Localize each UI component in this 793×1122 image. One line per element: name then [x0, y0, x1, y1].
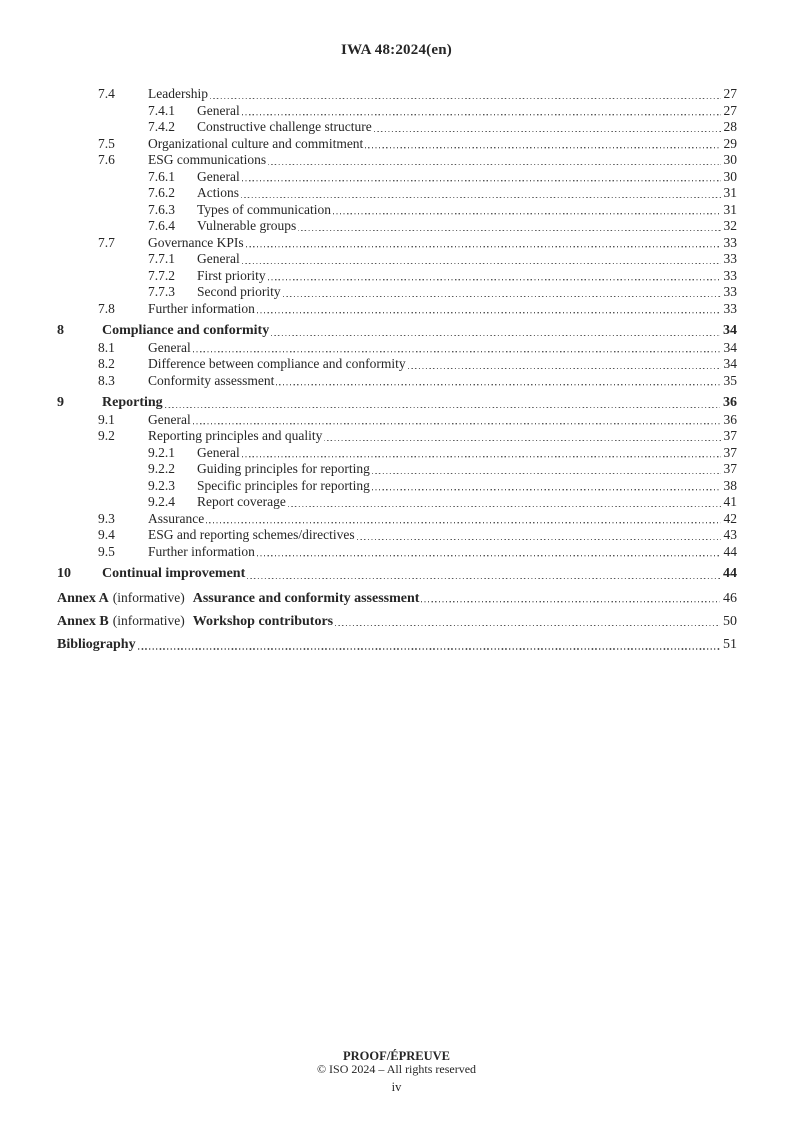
clause-number: 8.3 — [98, 372, 115, 388]
clause-number: 7.6.1 — [148, 168, 175, 184]
toc-entry[interactable] — [0, 511, 793, 528]
page-ref: 41 — [723, 494, 737, 509]
page-ref: 29 — [723, 135, 737, 151]
page-ref: 34 — [723, 339, 737, 355]
entry-title: Vulnerable groups — [197, 218, 297, 233]
toc-entry[interactable] — [0, 637, 793, 654]
annex-label: Bibliography — [57, 636, 136, 652]
clause-number: 9.2.4 — [148, 494, 175, 509]
entry-title: Assurance and conformity assessment — [192, 590, 420, 606]
dot-leader — [242, 263, 721, 264]
toc-entry[interactable] — [0, 301, 793, 318]
toc-entry[interactable] — [0, 235, 793, 252]
page-ref: 44 — [723, 566, 737, 581]
clause-number: 7.4.1 — [148, 102, 175, 118]
clause-number: 7.6.4 — [148, 218, 175, 233]
toc-entry[interactable] — [0, 185, 793, 202]
clause-number: 7.7 — [98, 234, 115, 250]
clause-number: 10 — [57, 566, 71, 581]
clause-number: 7.7.3 — [148, 284, 175, 299]
entry-title: Compliance and conformity — [102, 323, 270, 338]
page-ref: 30 — [723, 152, 737, 167]
toc-entry[interactable] — [0, 356, 793, 373]
toc-entry[interactable] — [0, 268, 793, 285]
table-of-contents — [0, 86, 793, 653]
toc-entry[interactable] — [0, 428, 793, 445]
dot-leader — [242, 456, 721, 457]
page-ref: 33 — [723, 267, 737, 283]
page-ref: 38 — [723, 477, 737, 493]
entry-title: Further information — [148, 300, 255, 316]
clause-number: 9.2.2 — [148, 461, 175, 476]
entry-title: Organizational culture and commitment — [148, 135, 364, 151]
entry-title: ESG communications — [148, 152, 267, 167]
entry-title: Reporting — [102, 395, 163, 410]
page-ref: 31 — [723, 201, 737, 217]
toc-entry[interactable] — [0, 284, 793, 301]
copyright-notice: © ISO 2024 – All rights reserved — [316, 1062, 477, 1076]
dot-leader — [421, 601, 720, 602]
annex-label: Annex B — [57, 614, 109, 629]
dot-leader — [283, 296, 721, 297]
clause-number: 7.4 — [98, 86, 115, 101]
page-ref: 30 — [723, 168, 737, 184]
toc-entry[interactable] — [0, 527, 793, 544]
annex-label: Annex A — [57, 590, 109, 606]
entry-title: Further information — [148, 543, 255, 559]
dot-leader — [165, 407, 720, 408]
clause-number: 9.5 — [98, 543, 115, 559]
entry-title: First priority — [197, 267, 266, 283]
toc-entry[interactable] — [0, 445, 793, 462]
page-ref: 37 — [723, 444, 737, 460]
page-ref: 33 — [723, 284, 737, 299]
dot-leader — [372, 473, 721, 474]
dot-leader — [193, 423, 721, 424]
clause-number: 9.2.1 — [148, 444, 175, 460]
page-ref: 33 — [723, 234, 737, 250]
entry-title: Governance KPIs — [148, 234, 244, 250]
page-ref: 34 — [723, 323, 737, 338]
proof-label: PROOF/ÉPREUVE — [343, 1049, 450, 1063]
dot-leader — [268, 164, 720, 165]
dot-leader — [335, 625, 720, 626]
dot-leader — [365, 147, 720, 148]
dot-leader — [271, 335, 720, 336]
clause-number: 7.4.2 — [148, 119, 175, 134]
entry-title: Reporting principles and quality — [148, 428, 323, 443]
page-ref: 33 — [723, 251, 737, 266]
entry-title: Conformity assessment — [148, 372, 275, 388]
clause-number: 8.1 — [98, 339, 115, 355]
toc-entry[interactable] — [0, 544, 793, 561]
annex-note: (informative) — [112, 589, 185, 605]
dot-leader — [246, 246, 721, 247]
toc-entry[interactable] — [0, 251, 793, 268]
page-ref: 37 — [723, 461, 737, 476]
clause-number: 7.8 — [98, 300, 115, 316]
page-ref: 34 — [723, 356, 737, 371]
toc-entry[interactable] — [0, 119, 793, 136]
toc-entry[interactable] — [0, 566, 793, 583]
page-ref: 43 — [723, 527, 737, 542]
page-number: iv — [391, 1080, 402, 1094]
dot-leader — [206, 522, 720, 523]
clause-number: 7.7.1 — [148, 251, 175, 266]
page-ref: 46 — [723, 590, 737, 606]
toc-entry[interactable] — [0, 590, 793, 607]
dot-leader — [268, 279, 721, 280]
clause-number: 9.3 — [98, 510, 115, 526]
dot-leader — [298, 230, 720, 231]
page-ref: 32 — [723, 218, 737, 233]
toc-entry[interactable] — [0, 412, 793, 429]
entry-title: Leadership — [148, 86, 208, 101]
toc-entry[interactable] — [0, 494, 793, 511]
entry-title: General — [197, 251, 240, 266]
dot-leader — [276, 384, 720, 385]
clause-number: 8 — [57, 323, 64, 338]
page-ref: 51 — [723, 636, 737, 652]
clause-number: 7.6.2 — [148, 185, 175, 200]
page-ref: 33 — [723, 300, 737, 316]
toc-entry[interactable] — [0, 169, 793, 186]
toc-entry[interactable] — [0, 373, 793, 390]
dot-leader — [241, 197, 721, 198]
dot-leader — [193, 351, 721, 352]
entry-title: Second priority — [197, 284, 281, 299]
dot-leader — [324, 440, 720, 441]
page-ref: 27 — [723, 86, 737, 101]
document-header: IWA 48:2024(en) — [341, 42, 452, 58]
toc-entry[interactable] — [0, 202, 793, 219]
clause-number: 7.6.3 — [148, 201, 175, 217]
page-ref: 31 — [723, 185, 737, 200]
entry-title: Actions — [197, 185, 239, 200]
page-ref: 36 — [723, 411, 737, 427]
toc-entry[interactable] — [0, 103, 793, 120]
page-ref: 35 — [723, 372, 737, 388]
entry-title: Continual improvement — [102, 566, 246, 581]
entry-title: General — [197, 168, 240, 184]
clause-number: 9.2 — [98, 428, 115, 443]
page-ref: 50 — [723, 614, 737, 629]
entry-title: General — [197, 444, 240, 460]
dot-leader — [408, 368, 721, 369]
dot-leader — [374, 131, 721, 132]
dot-leader — [372, 489, 721, 490]
clause-number: 9.2.3 — [148, 477, 175, 493]
toc-entry[interactable] — [0, 323, 793, 340]
dot-leader — [210, 98, 721, 99]
entry-title: Guiding principles for reporting — [197, 461, 370, 476]
page-ref: 27 — [723, 102, 737, 118]
entry-title: ESG and reporting schemes/directives — [148, 527, 355, 542]
clause-number: 7.6 — [98, 152, 115, 167]
entry-title: General — [148, 411, 191, 427]
dot-leader — [247, 578, 720, 579]
page-ref: 42 — [723, 510, 737, 526]
clause-number: 9.4 — [98, 527, 115, 542]
entry-title: General — [148, 339, 191, 355]
dot-leader — [257, 312, 721, 313]
dot-leader — [357, 539, 721, 540]
dot-leader — [242, 114, 721, 115]
dot-leader — [242, 180, 721, 181]
toc-entry[interactable] — [0, 478, 793, 495]
entry-title: Types of communication — [197, 201, 332, 217]
dot-leader — [257, 555, 721, 556]
clause-number: 9.1 — [98, 411, 115, 427]
dot-leader — [138, 648, 720, 649]
toc-entry[interactable] — [0, 218, 793, 235]
entry-title: Report coverage — [197, 494, 286, 509]
toc-entry[interactable] — [0, 86, 793, 103]
entry-title: Constructive challenge structure — [197, 119, 372, 134]
clause-number: 7.5 — [98, 135, 115, 151]
entry-title: Difference between compliance and conformity — [148, 356, 406, 371]
page-ref: 44 — [723, 543, 737, 559]
toc-entry[interactable] — [0, 152, 793, 169]
toc-entry[interactable] — [0, 340, 793, 357]
clause-number: 7.7.2 — [148, 267, 175, 283]
dot-leader — [288, 506, 721, 507]
clause-number: 9 — [57, 395, 64, 410]
toc-entry[interactable] — [0, 395, 793, 412]
entry-title: Specific principles for reporting — [197, 477, 370, 493]
entry-title: General — [197, 102, 240, 118]
page-ref: 37 — [723, 428, 737, 443]
annex-note: (informative) — [112, 613, 185, 628]
entry-title: Workshop contributors — [192, 614, 334, 629]
dot-leader — [333, 213, 720, 214]
page-ref: 28 — [723, 119, 737, 134]
clause-number: 8.2 — [98, 356, 115, 371]
toc-entry[interactable] — [0, 613, 793, 630]
entry-title: Assurance — [148, 510, 205, 526]
page-ref: 36 — [723, 395, 737, 410]
toc-entry[interactable] — [0, 461, 793, 478]
toc-entry[interactable] — [0, 136, 793, 153]
